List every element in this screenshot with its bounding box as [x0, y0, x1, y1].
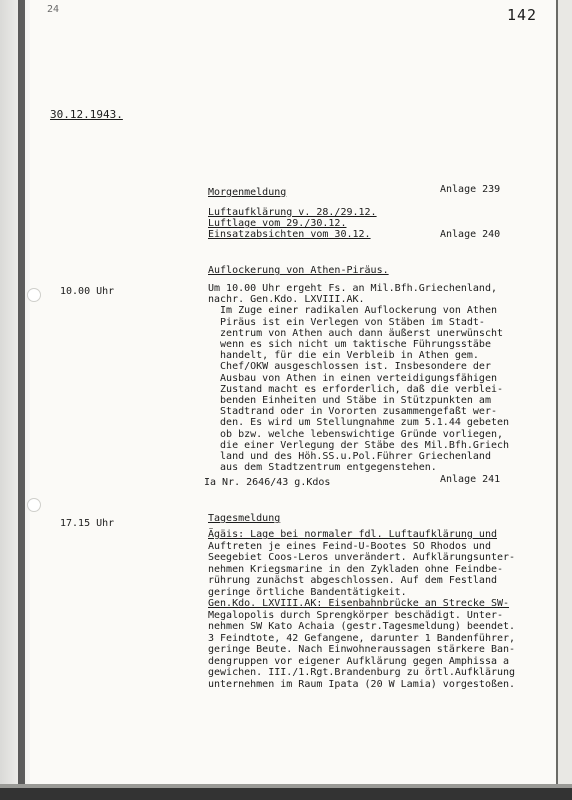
- text-line: Stadtrand oder in Vororten zusammengefaßt wer-: [208, 406, 497, 418]
- anlage-label: Anlage 239: [440, 184, 501, 195]
- corner-mark: 24: [47, 4, 60, 15]
- punch-hole-icon: [27, 288, 41, 302]
- text-line: Luftlage vom 29./30.12.: [208, 218, 347, 229]
- text-line: Seegebiet Coos-Leros unverändert. Aufklärungsunter-: [208, 552, 516, 563]
- time-label: 17.15 Uhr: [60, 518, 115, 529]
- paper-bottom-edge: [0, 784, 572, 800]
- section-title-tagesmeldung: Tagesmeldung: [208, 513, 281, 524]
- document-date: 30.12.1943.: [50, 108, 123, 121]
- text-line: zentrum von Athen auch dann äußerst unerwünscht: [208, 327, 504, 339]
- page-number: 142: [507, 6, 538, 24]
- time-label: 10.00 Uhr: [60, 286, 115, 297]
- text-line: dengruppen vor eigener Aufklärung gegen Amphissa a: [208, 655, 510, 667]
- section-title-morgenmeldung: Morgenmeldung: [208, 187, 287, 198]
- reference-number: Ia Nr. 2646/43 g.Kdos: [204, 477, 331, 488]
- section-title-auflockerung: Auflockerung von Athen-Piräus.: [208, 265, 389, 276]
- text-line: geringe örtliche Bandentätigkeit.: [208, 586, 407, 598]
- text-line: land und des Höh.SS.u.Pol.Führer Griechenland: [208, 451, 491, 462]
- text-line: nehmen Kriegsmarine in den Zykladen ohne Feindbe-: [208, 563, 504, 575]
- text-line: Zustand macht es erforderlich, daß die verblei-: [208, 383, 504, 395]
- paper-left-edge: [0, 0, 30, 800]
- text-line: handelt, für die ein Verbleib in Athen gem.: [208, 350, 479, 362]
- text-line: aus dem Stadtzentrum entgegenstehen.: [208, 462, 437, 474]
- text-line: wenn es sich nicht um taktische Führungsstäbe: [208, 339, 491, 350]
- text-line: Ausbau von Athen in einen verteidigungsfähigen: [208, 372, 497, 384]
- text-line: benden Einheiten und Stäbe in Stützpunkten am: [208, 395, 491, 406]
- paper-right-edge: [556, 0, 572, 800]
- text-line: 3 Feindtote, 42 Gefangene, darunter 1 Bandenführer,: [208, 632, 516, 644]
- text-line: rührung zunächst abgeschlossen. Auf dem Festland: [208, 575, 497, 586]
- text-line: geringe Beute. Nach Einwohneraussagen stärkere Ban-: [208, 644, 516, 655]
- text-line: unternehmen im Raum Ipata (20 W Lamia) vorgestoßen.: [208, 678, 516, 690]
- text-line: nehmen SW Kato Achaia (gestr.Tagesmeldung) beendet.: [208, 621, 516, 632]
- text-line: Luftaufklärung v. 28./29.12.: [208, 207, 377, 218]
- text-line: die einer Verlegung der Stäbe des Mil.Bfh.Griech: [208, 439, 510, 451]
- punch-hole-icon: [27, 498, 41, 512]
- text-line: Megalopolis durch Sprengkörper beschädigt. Unter-: [208, 609, 504, 621]
- text-line: Einsatzabsichten vom 30.12.: [208, 229, 371, 240]
- text-line: den. Es wird um Stellungnahme zum 5.1.44 gebeten: [208, 417, 510, 429]
- anlage-label: Anlage 241: [440, 474, 501, 485]
- text-line: ob bzw. welche lebenswichtige Gründe vorliegen,: [208, 428, 504, 440]
- text-line: nachr. Gen.Kdo. LXVIII.AK.: [208, 294, 365, 306]
- text-line: Um 10.00 Uhr ergeht Fs. an Mil.Bfh.Griechenland,: [208, 283, 497, 294]
- anlage-label: Anlage 240: [440, 229, 501, 240]
- text-line: Chef/OKW ausgeschlossen ist. Insbesondere der: [208, 361, 491, 373]
- text-line: Ägäis: Lage bei normaler fdl. Luftaufklärung und: [208, 529, 497, 540]
- text-line: Gen.Kdo. LXVIII.AK: Eisenbahnbrücke an Strecke SW-: [208, 598, 510, 609]
- text-line: Piräus ist ein Verlegen von Stäben im Stadt-: [208, 316, 485, 328]
- text-line: gewichen. III./1.Rgt.Brandenburg zu örtl.Aufklärung: [208, 667, 516, 678]
- text-line: Auftreten je eines Feind-U-Bootes SO Rhodos und: [208, 540, 491, 552]
- text-line: Im Zuge einer radikalen Auflockerung von Athen: [208, 305, 497, 317]
